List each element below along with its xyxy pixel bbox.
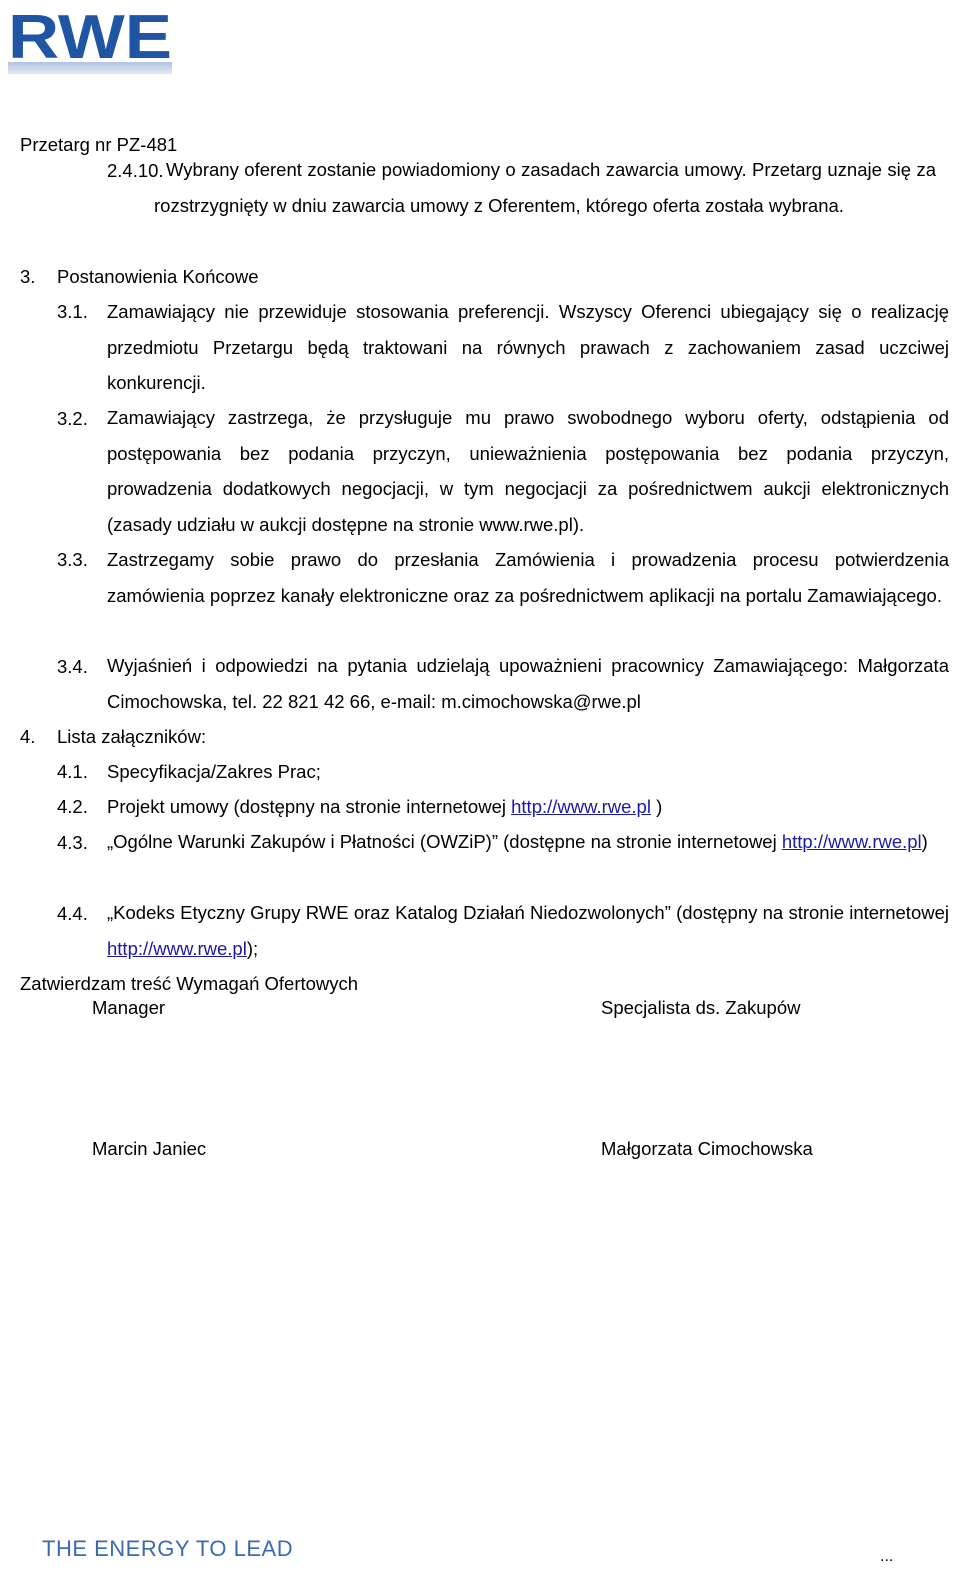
section-4-3-line [107,824,949,860]
section-3-3-text: Zastrzegamy sobie prawo do przesłania Zamówienia i prowadzenia procesu potwierdzenia zamówienia poprzez kanały elektroniczne oraz za pośrednictwem aplikacji na portalu Zamawiającego. [107,549,949,606]
section-3-1-number: 3.1. [57,301,88,322]
section-4-title: Lista załączników: [57,726,207,747]
section-4-3-after: ) [921,831,928,852]
section-4-1-text: Specyfikacja/Zakres Prac; [107,761,321,782]
section-3-2-text: Zamawiający zastrzega, że przysługuje mu prawo swobodnego wyboru oferty, odstąpienia od postępowania bez podania przyczyn, unieważnienia postępowania bez podania przyczyn, prowadzenia dodatkowych negocjacji, w tym negocjacji za pośrednictwem aukcji elektronicznych (zasady udziału w aukcji dostępne na stronie www.rwe.pl). [107,407,949,535]
svg-text:RWE: RWE [8,6,172,72]
section-4-2-after: ) [650,796,663,817]
section-4-4-text: „Kodeks Etyczny Grupy RWE oraz Katalog Działań Niedozwolonych” (dostępny na stronie internetowej [107,902,949,923]
section-4-3-text: „Ogólne Warunki Zakupów i Płatności (OWZiP)” (dostępne na stronie internetowej [107,831,782,852]
right-signer-role: Specjalista ds. Zakupów [601,997,801,1018]
section-3-title: Postanowienia Końcowe [57,266,259,287]
section-4-3-link[interactable]: http://www.rwe.pl [781,831,922,852]
footer-tagline: THE ENERGY TO LEAD [42,1536,294,1561]
section-2-4-10-number: 2.4.10. [107,160,164,181]
section-4-4-number: 4.4. [57,903,88,924]
section-3-3-number: 3.3. [57,549,88,570]
rwe-logo [8,6,172,76]
section-4-2-line [107,796,662,818]
section-3-number: 3. [20,266,36,287]
section-4-4-after: ); [246,937,259,959]
section-4-1-number: 4.1. [57,761,88,782]
right-signer-name: Małgorzata Cimochowska [601,1138,813,1159]
section-3-1-text: Zamawiający nie przewiduje stosowania preferencji. Wszyscy Oferenci ubiegający się o realizację przedmiotu Przetargu będą traktowani na równych prawach z zachowaniem zasad uczciwej konkurencji. [107,301,949,393]
section-4-2-link[interactable]: http://www.rwe.pl [511,796,651,817]
section-4-2-text: Projekt umowy (dostępny na stronie internetowej [107,796,512,817]
tender-number: Przetarg nr PZ-481 [20,134,178,155]
section-4-2-number: 4.2. [57,796,88,817]
page-number: ... [880,1548,894,1565]
section-3-2-number: 3.2. [57,408,88,429]
section-4-3-number: 4.3. [57,832,88,853]
section-4-4-link[interactable]: http://www.rwe.pl [107,937,247,959]
section-3-4-text: Wyjaśnień i odpowiedzi na pytania udzielają upoważnieni pracownicy Zamawiającego: Małgorzata Cimochowska, tel. 22 821 42 66, e-mail: m.cimochowska@rwe.pl [107,655,949,712]
left-signer-role: Manager [92,997,166,1018]
section-3-4-number: 3.4. [57,656,88,677]
left-signer-name: Marcin Janiec [92,1138,207,1159]
section-2-4-10-text: Wybrany oferent zostanie powiadomiony o zasadach zawarcia umowy. Przetarg uznaje się za rozstrzygnięty w dniu zawarcia umowy z Oferentem, którego oferta została wybrana. [154,159,936,216]
section-4-4-line [107,895,949,966]
approval-statement: Zatwierdzam treść Wymagań Ofertowych [20,973,359,994]
section-4-number: 4. [20,726,36,747]
